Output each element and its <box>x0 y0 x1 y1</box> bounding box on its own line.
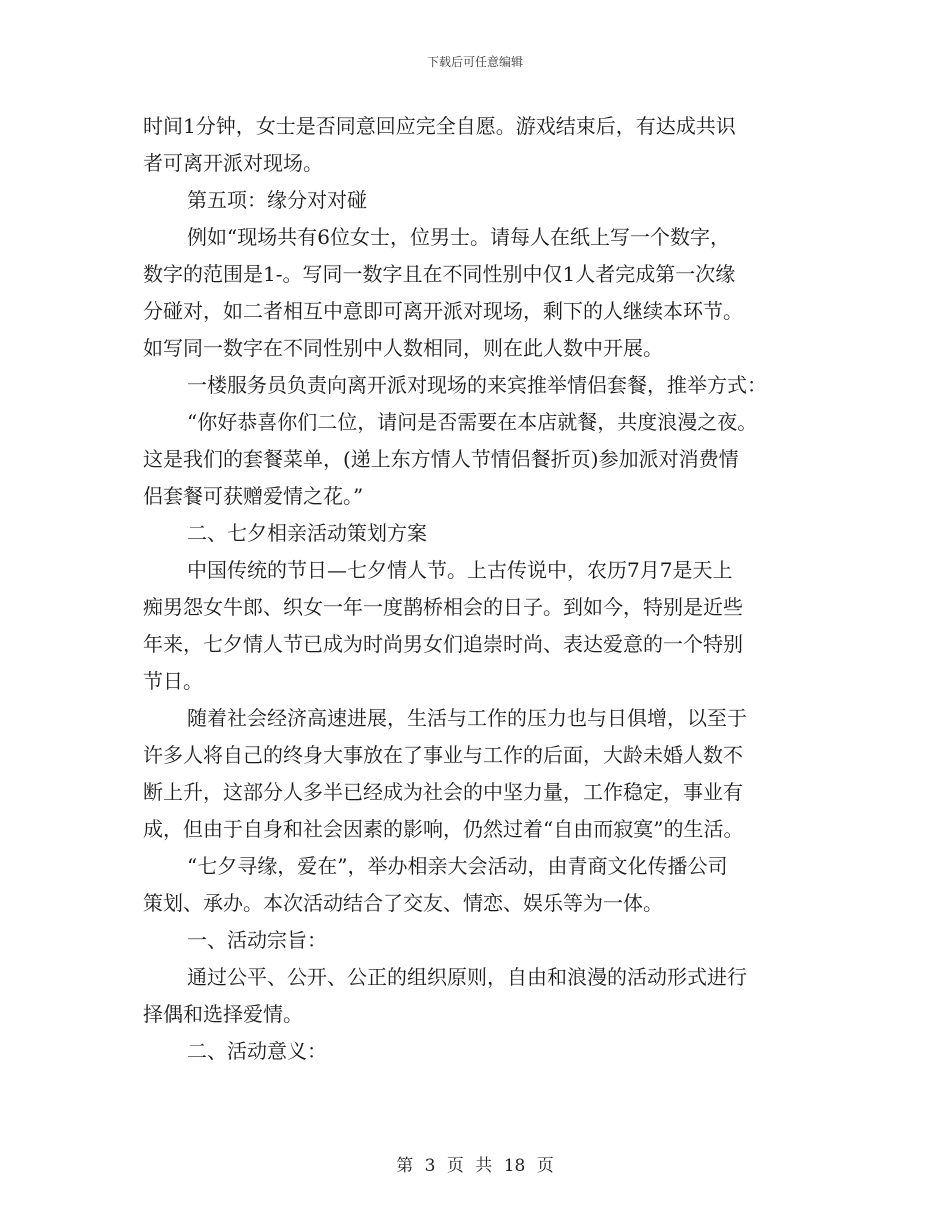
body-line: 这是我们的套餐菜单，(递上东方情人节情侣餐折页)参加派对消费情 <box>143 447 739 471</box>
body-line: 者可离开派对现场。 <box>143 151 323 175</box>
section-heading: 第五项：缘分对对碰 <box>187 188 367 212</box>
body-line: “七夕寻缘，爱在”，举办相亲大会活动，由青商文化传播公司 <box>187 854 728 878</box>
body-line: 节日。 <box>143 669 203 693</box>
section-heading: 一、活动宗旨： <box>187 928 327 952</box>
body-line: 侣套餐可获赠爱情之花。” <box>143 484 364 508</box>
body-line: 断上升，这部分人多半已经成为社会的中坚力量，工作稳定，事业有 <box>143 780 743 804</box>
section-heading: 二、七夕相亲活动策划方案 <box>187 521 427 545</box>
body-line: 例如“现场共有6位女士，位男士。请每人在纸上写一个数字， <box>187 225 730 249</box>
body-line: 许多人将自己的终身大事放在了事业与工作的后面，大龄未婚人数不 <box>143 743 743 767</box>
body-line: 分碰对，如二者相互中意即可离开派对现场，剩下的人继续本环节。 <box>143 299 743 323</box>
body-line: 一楼服务员负责向离开派对现场的来宾推举情侣套餐，推举方式： <box>187 373 767 397</box>
body-line: “你好恭喜你们二位，请问是否需要在本店就餐，共度浪漫之夜。 <box>187 410 758 434</box>
body-line: 痴男怨女牛郎、织女一年一度鹊桥相会的日子。到如今，特别是近些 <box>143 595 743 619</box>
body-line: 成，但由于自身和社会因素的影响，仍然过着“自由而寂寞”的生活。 <box>143 817 744 841</box>
section-heading: 二、活动意义： <box>187 1039 327 1063</box>
body-line: 随着社会经济高速进展，生活与工作的压力也与日俱增，以至于 <box>187 706 747 730</box>
body-line: 通过公平、公开、公正的组织原则，自由和浪漫的活动形式进行 <box>187 965 747 989</box>
document-body <box>143 108 815 1070</box>
body-line: 数字的范围是1-。写同一数字且在不同性别中仅1人者完成第一次缘 <box>143 262 736 286</box>
body-line: 如写同一数字在不同性别中人数相同，则在此人数中开展。 <box>143 336 663 360</box>
page-header: 下载后可任意编辑 <box>426 55 523 69</box>
body-line: 择偶和选择爱情。 <box>143 1002 303 1026</box>
page-number-footer: 第 3 页 共 18 页 <box>396 1156 554 1176</box>
body-line: 年来，七夕情人节已成为时尚男女们追崇时尚、表达爱意的一个特别 <box>143 632 743 656</box>
body-line: 中国传统的节日—七夕情人节。上古传说中，农历7月7是天上 <box>187 558 733 582</box>
body-line: 时间1分钟，女士是否同意回应完全自愿。游戏结束后，有达成共识 <box>143 114 736 138</box>
body-line: 策划、承办。本次活动结合了交友、情恋、娱乐等为一体。 <box>143 891 663 915</box>
